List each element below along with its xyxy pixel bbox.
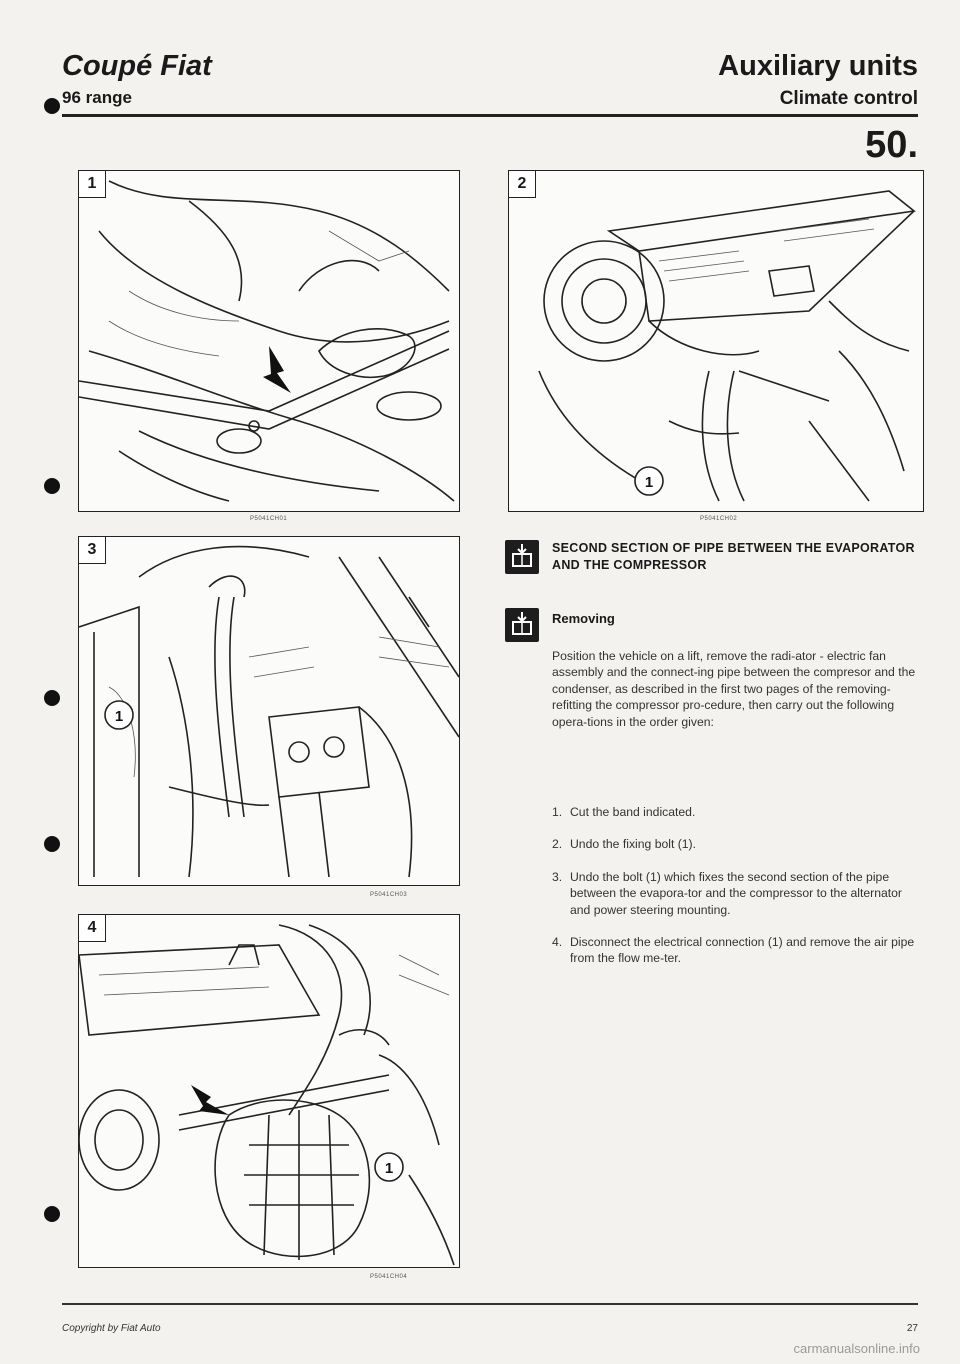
figure-number: 2 xyxy=(509,171,536,198)
figure-code: P5041CH02 xyxy=(700,516,738,522)
figure-4 xyxy=(78,914,460,1268)
step-number: 1. xyxy=(552,805,563,819)
step-item xyxy=(552,934,922,967)
callout-label: 1 xyxy=(644,474,654,491)
copyright-text: Copyright by Fiat Auto xyxy=(62,1323,161,1334)
manual-title: Coupé Fiat xyxy=(62,50,212,82)
callout-label: 1 xyxy=(384,1160,394,1177)
footer-page-number: 27 xyxy=(906,1323,918,1334)
figure-code: P5041CH04 xyxy=(370,1274,408,1280)
figure-number: 1 xyxy=(79,171,106,198)
step-number: 2. xyxy=(552,837,563,852)
header-rule xyxy=(62,114,918,117)
figure-number: 4 xyxy=(79,915,106,942)
binder-hole xyxy=(44,690,60,706)
figure-2 xyxy=(508,170,924,512)
manual-range: 96 range xyxy=(62,88,132,107)
removal-mode-icon xyxy=(505,540,539,574)
step-text: Undo the bolt (1) which fixes the second section of the pipe between the evapora-tor and the compressor to the alternator and power steering mounting. xyxy=(570,869,902,917)
figure-3-illustration xyxy=(79,537,459,885)
binder-hole xyxy=(44,1206,60,1222)
callout-label: 1 xyxy=(114,708,124,725)
step-number: 4. xyxy=(552,935,563,950)
section-subtitle: Climate control xyxy=(779,88,918,109)
step-item xyxy=(552,869,922,918)
step-text: Cut the band indicated. xyxy=(570,805,696,819)
figure-3 xyxy=(78,536,460,886)
figure-1 xyxy=(78,170,460,512)
step-text: Disconnect the electrical connection (1) and remove the air pipe from the flow me-ter. xyxy=(570,935,915,966)
page-number: 50. xyxy=(865,124,918,166)
binder-hole xyxy=(44,478,60,494)
section-title: Auxiliary units xyxy=(718,50,918,82)
step-item xyxy=(552,804,922,820)
procedure-subtitle: Removing xyxy=(552,611,615,626)
procedure-title: SECOND SECTION OF PIPE BETWEEN THE EVAPORATOR AND THE COMPRESSOR xyxy=(552,541,915,572)
footer-rule xyxy=(62,1303,918,1305)
figure-4-illustration xyxy=(79,915,459,1267)
binder-hole xyxy=(44,98,60,114)
binder-hole xyxy=(44,836,60,852)
figure-number: 3 xyxy=(79,537,106,564)
watermark: carmanualsonline.info xyxy=(793,1341,920,1356)
pointer-arrow xyxy=(191,1085,229,1115)
step-item xyxy=(552,836,922,852)
pointer-arrow xyxy=(263,346,291,393)
procedure-steps xyxy=(552,804,922,983)
figure-2-illustration xyxy=(509,171,923,511)
removal-mode-icon xyxy=(505,608,539,642)
figure-code: P5041CH03 xyxy=(370,892,408,898)
procedure-intro: Position the vehicle on a lift, remove the radi-ator - electric fan assembly and the connect-ing pipe between the compresor and the condenser, as described in the first two pages of the removing-refitting the compressor pro-cedure, then carry out the following opera-tions in the order given: xyxy=(552,649,916,729)
step-text: Undo the fixing bolt (1). xyxy=(570,837,697,852)
figure-code: P5041CH01 xyxy=(250,516,288,522)
step-number: 3. xyxy=(552,869,563,884)
figure-1-illustration xyxy=(79,171,459,511)
